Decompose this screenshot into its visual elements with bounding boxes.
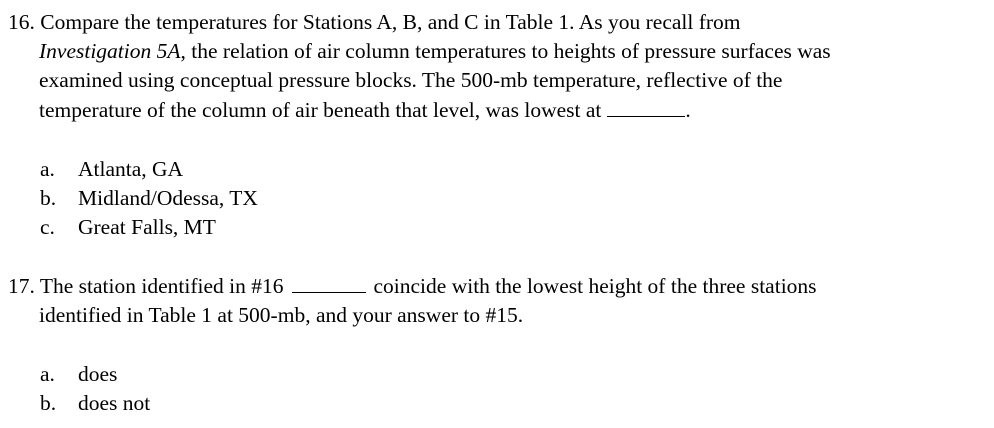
question-text: , the relation of air column temperatures to heights of pressure surfaces was (180, 39, 831, 63)
question-number: 17. (8, 274, 35, 298)
question-text: coincide with the lowest height of the three stations (373, 274, 817, 298)
choice-item[interactable] (40, 155, 258, 184)
question-17 (8, 271, 983, 330)
question-text: The station identified in #16 (39, 274, 284, 298)
choice-item[interactable] (40, 213, 258, 242)
choice-item[interactable] (40, 360, 150, 389)
choice-letter: c. (40, 215, 55, 239)
choice-text: Great Falls, MT (78, 215, 216, 239)
choice-text: Atlanta, GA (78, 157, 184, 181)
question-text: Compare the temperatures for Stations A, B, and C in Table 1. As you recall from (40, 10, 741, 34)
investigation-reference: Investigation 5A (39, 39, 181, 63)
question-16-line-3 (8, 66, 983, 95)
question-text: . (685, 98, 691, 122)
answer-blank[interactable] (292, 271, 366, 293)
question-16-line-1 (8, 8, 983, 37)
answer-choices-16 (40, 155, 258, 242)
question-text: temperature of the column of air beneath that level, was lowest at (39, 98, 602, 122)
choice-item[interactable] (40, 184, 258, 213)
choice-letter: b. (40, 186, 57, 210)
question-16 (8, 8, 983, 125)
choice-letter: a. (40, 157, 55, 181)
choice-text: does (78, 362, 118, 386)
question-17-line-2 (8, 301, 983, 330)
question-17-line-1 (8, 271, 983, 301)
choice-text: does not (78, 391, 151, 415)
choice-item[interactable] (40, 389, 150, 418)
choice-letter: b. (40, 391, 57, 415)
answer-blank[interactable] (607, 95, 685, 117)
question-16-line-2 (8, 37, 983, 66)
question-text: identified in Table 1 at 500-mb, and your answer to #15. (39, 303, 524, 327)
question-text: examined using conceptual pressure blocks. The 500-mb temperature, reflective of the (39, 68, 783, 92)
answer-choices-17 (40, 360, 150, 418)
choice-text: Midland/Odessa, TX (78, 186, 258, 210)
choice-letter: a. (40, 362, 55, 386)
question-number: 16. (8, 10, 35, 34)
question-16-line-4 (8, 95, 983, 125)
